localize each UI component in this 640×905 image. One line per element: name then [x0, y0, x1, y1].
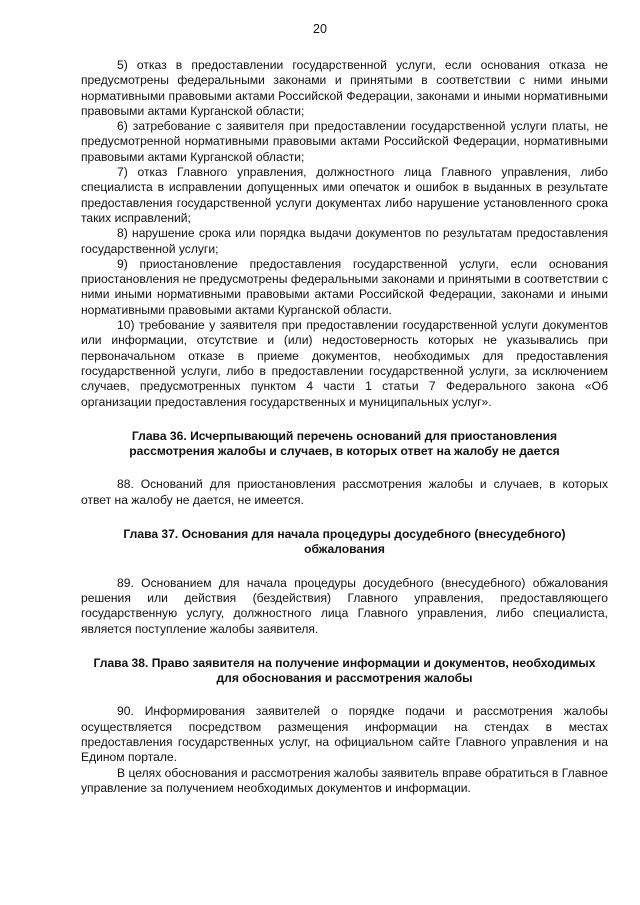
- list-item-6: 6) затребование с заявителя при предоставлении государственной услуги платы, не предусмотренной нормативными правовыми актами Российской Федерации, нормативными правовыми актами Курганской области;: [81, 119, 608, 164]
- document-body: [81, 58, 608, 796]
- list-item-5: 5) отказ в предоставлении государственной услуги, если основания отказа не предусмотрены федеральными законами и принятыми в соответствии с ними иными нормативными правовыми актами Российской Федерации, законами и иными нормативными правовыми актами Курганской области;: [81, 58, 608, 118]
- chapter-38-heading: Глава 38. Право заявителя на получение информации и документов, необходимых для обоснования и рассмотрения жалобы: [93, 655, 596, 686]
- paragraph-90-continued: В целях обоснования и рассмотрения жалобы заявитель вправе обратиться в Главное управление за получением необходимых документов и информации.: [81, 765, 608, 795]
- page-number: 20: [313, 22, 327, 36]
- chapter-36-heading: Глава 36. Исчерпывающий перечень оснований для приостановления рассмотрения жалобы и случаев, в которых ответ на жалобу не дается: [129, 428, 560, 459]
- list-item-8: 8) нарушение срока или порядка выдачи документов по результатам предоставления государственной услуги;: [81, 226, 608, 256]
- paragraph-89: 89. Основанием для начала процедуры досудебного (внесудебного) обжалования решения или действия (бездействия) Главного управления, предоставляющего государственную услугу, должностного лица Главного управления, либо специалиста, является поступление жалобы заявителя.: [81, 575, 608, 636]
- paragraph-90: 90. Информирования заявителей о порядке подачи и рассмотрения жалобы осуществляется посредством размещения информации на стендах в местах предоставления государственных услуг, на официальном сайте Главного управления и на Едином портале.: [81, 704, 608, 765]
- paragraph-88: 88. Оснований для приостановления рассмотрения жалобы и случаев, в которых ответ на жалобу не дается, не имеется.: [81, 477, 608, 507]
- chapter-37-heading: Глава 37. Основания для начала процедуры досудебного (внесудебного) обжалования: [123, 527, 566, 557]
- list-item-9: 9) приостановление предоставления государственной услуги, если основания приостановления не предусмотрены федеральными законами и принятыми в соответствии с ними иными нормативными правовыми актами Российской Федерации, законами и иными нормативными правовыми актами Курганской области.: [81, 256, 608, 317]
- list-item-7: 7) отказ Главного управления, должностного лица Главного управления, либо специалиста в исправлении допущенных ими опечаток и ошибок в выданных в результате предоставления государственной услуги документах либо нарушение установленного срока таких исправлений;: [81, 165, 608, 225]
- list-item-10: 10) требование у заявителя при предоставлении государственной услуги документов или информации, отсутствие и (или) недостоверность которых не указывались при первоначальном отказе в приеме документов, необходимых для предоставления государственной услуги, либо в предоставлении государственной услуги, за исключением случаев, предусмотренных пунктом 4 части 1 статьи 7 Федерального закона «Об организации предоставления государственных и муниципальных услуг».: [81, 318, 608, 409]
